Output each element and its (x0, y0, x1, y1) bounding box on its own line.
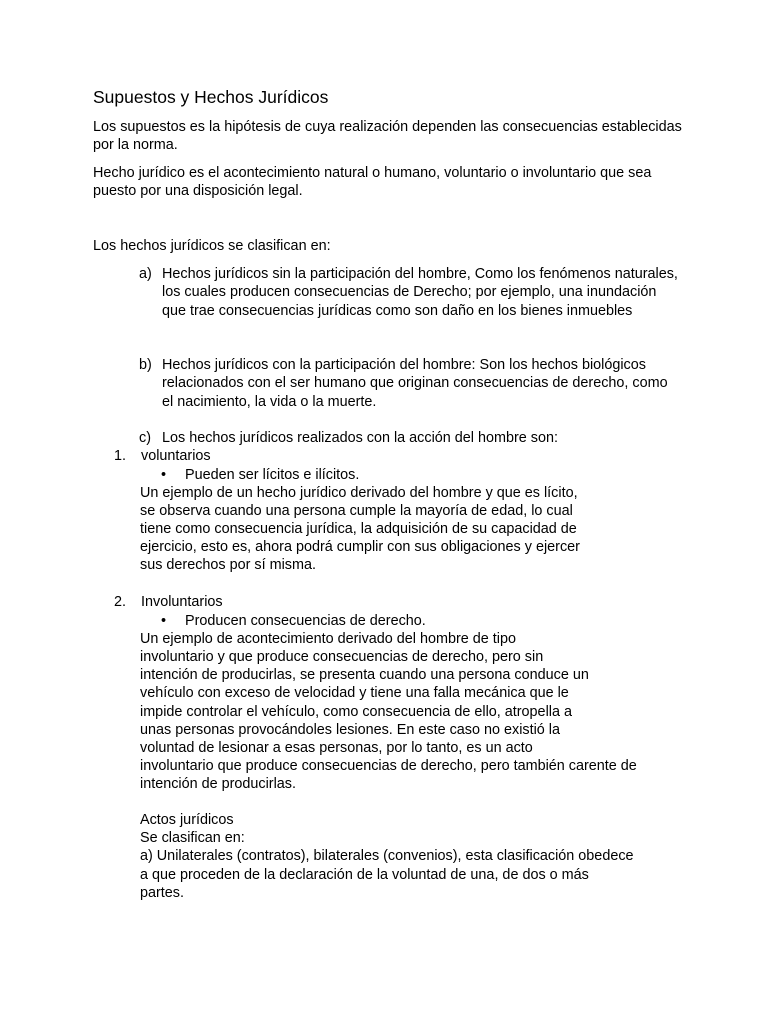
actos-line: a que proceden de la declaración de la voluntad de una, de dos o más (140, 867, 589, 883)
subitem-letter: c) (139, 430, 151, 446)
example-line: impide controlar el vehículo, como consecuencia de ello, atropella a (140, 704, 572, 720)
item-number: 1. (114, 448, 127, 464)
item-number: 2. (114, 594, 127, 610)
example-line: intención de producirlas. (140, 776, 296, 792)
actos-heading: Actos jurídicos (140, 812, 234, 828)
actos-line: a) Unilaterales (contratos), bilaterales (convenios), esta clasificación obedece (140, 848, 634, 864)
example-line: sus derechos por sí misma. (140, 557, 316, 573)
example-line: involuntario y que produce consecuencias de derecho, pero sin (140, 649, 544, 665)
bullet-text: Pueden ser lícitos e ilícitos. (185, 467, 360, 483)
example-line: intención de producirlas, se presenta cuando una persona conduce un (140, 667, 589, 683)
subitem-letter: a) (139, 266, 152, 282)
item-label: Involuntarios (141, 594, 223, 610)
example-line: involuntario que produce consecuencias de derecho, pero también carente de (140, 758, 637, 774)
actos-line: Se clasifican en: (140, 830, 245, 846)
example-line: voluntad de lesionar a esas personas, por lo tanto, es un acto (140, 740, 533, 756)
example-line: Un ejemplo de un hecho jurídico derivado del hombre y que es lícito, (140, 485, 578, 501)
item-label: voluntarios (141, 448, 211, 464)
example-line: unas personas provocándoles lesiones. En este caso no existió la (140, 722, 560, 738)
subitem-text: Hechos jurídicos con la participación del hombre: Son los hechos biológicos relacionados con el ser humano que originan consecuencias de derecho, como el nacimiento, la vida o la muerte. (162, 357, 668, 410)
subitem-text: Los hechos jurídicos realizados con la acción del hombre son: (162, 430, 558, 446)
bullet-icon: • (161, 613, 167, 629)
subitem-letter: b) (139, 357, 152, 373)
bullet-icon: • (161, 467, 167, 483)
actos-line: partes. (140, 885, 184, 901)
example-line: tiene como consecuencia jurídica, la adquisición de su capacidad de (140, 521, 577, 537)
subitem-text: Hechos jurídicos sin la participación del hombre, Como los fenómenos naturales, los cuales producen consecuencias de Derecho; por ejemplo, una inundación que trae consecuencias jurídicas como son daño en los bienes inmuebles (162, 266, 678, 319)
bullet-text: Producen consecuencias de derecho. (185, 613, 426, 629)
intro-paragraph-hecho-juridico: Hecho jurídico es el acontecimiento natural o humano, voluntario o involuntario que sea puesto por una disposición legal. (93, 165, 652, 200)
page-title: Supuestos y Hechos Jurídicos (93, 87, 329, 107)
intro-paragraph-supuestos: Los supuestos es la hipótesis de cuya realización dependen las consecuencias establecidas por la norma. (93, 119, 682, 154)
clasificacion-heading: Los hechos jurídicos se clasifican en: (93, 238, 331, 254)
example-line: se observa cuando una persona cumple la mayoría de edad, lo cual (140, 503, 573, 519)
example-line: Un ejemplo de acontecimiento derivado del hombre de tipo (140, 631, 516, 647)
example-line: vehículo con exceso de velocidad y tiene una falla mecánica que le (140, 685, 569, 701)
example-line: ejercicio, esto es, ahora podrá cumplir con sus obligaciones y ejercer (140, 539, 580, 555)
